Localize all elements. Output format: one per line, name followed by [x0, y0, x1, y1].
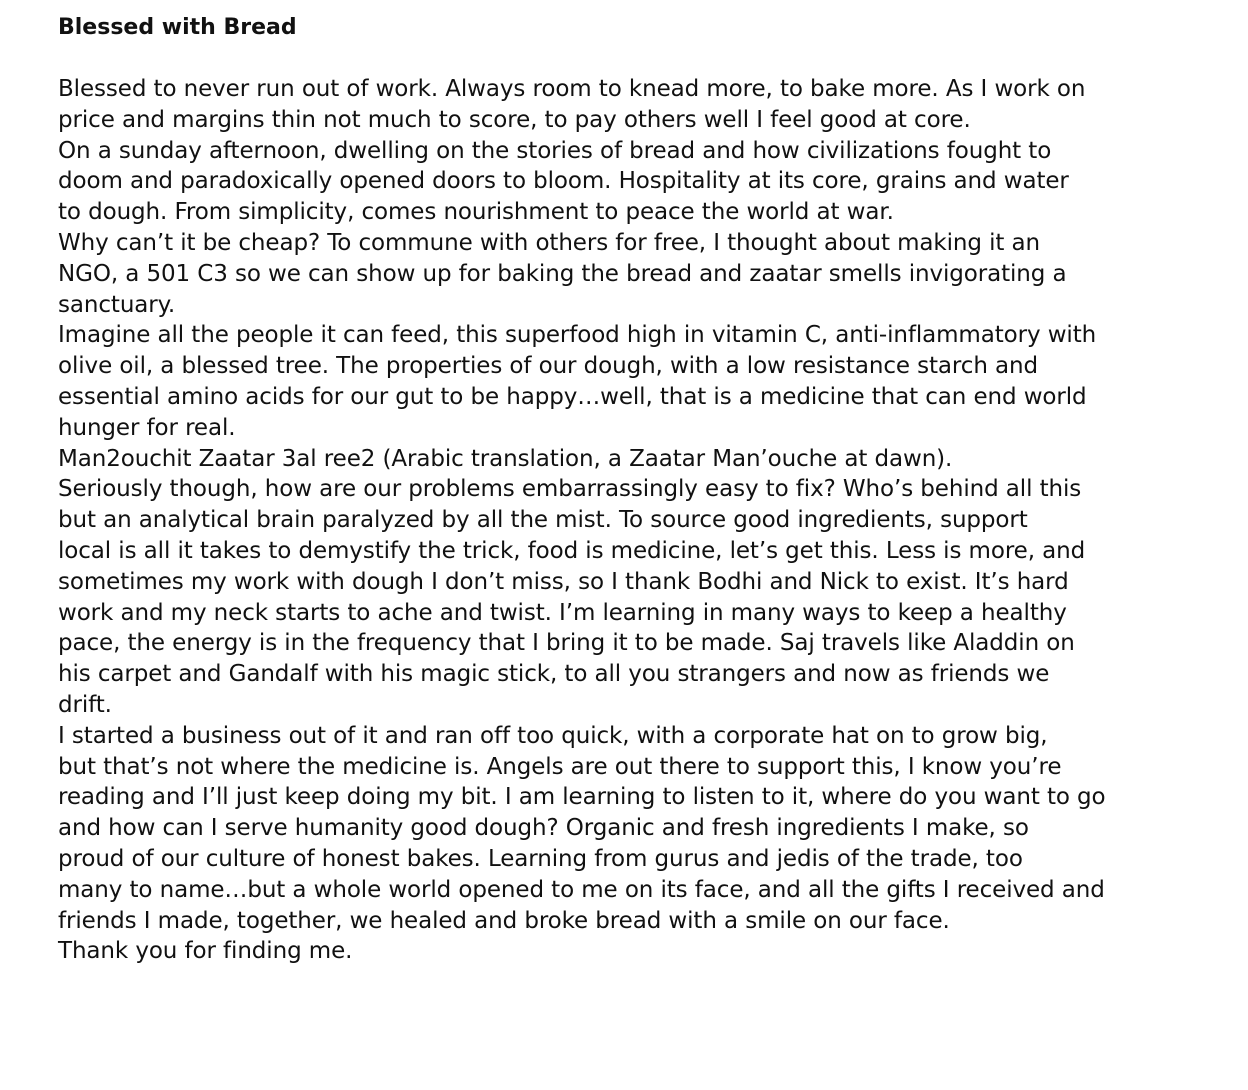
paragraph [58, 936, 1198, 967]
text-line: On a sunday afternoon, dwelling on the stories of bread and how civilizations fought to [58, 137, 1052, 164]
text-line: olive oil, a blessed tree. The properties of our dough, with a low resistance starch and [58, 353, 1038, 380]
text-line: his carpet and Gandalf with his magic stick, to all you strangers and now as friends we [58, 661, 1050, 688]
paragraph [58, 74, 1198, 136]
document-body [58, 74, 1198, 967]
text-line: and how can I serve humanity good dough? Organic and fresh ingredients I make, so [58, 815, 1029, 842]
text-line: pace, the energy is in the frequency that I bring it to be made. Saj travels like Aladdin on [58, 630, 1075, 657]
text-line: but an analytical brain paralyzed by all the mist. To source good ingredients, support [58, 507, 1028, 534]
text-line: Blessed to never run out of work. Always room to knead more, to bake more. As I work on [58, 76, 1086, 102]
text-line: reading and I’ll just keep doing my bit. I am learning to listen to it, where do you want to go [58, 784, 1106, 811]
document-page [58, 12, 1198, 967]
text-line: local is all it takes to demystify the trick, food is medicine, let’s get this. Less is more, and [58, 537, 1086, 564]
paragraph [58, 320, 1198, 443]
text-line: sanctuary. [58, 291, 176, 318]
paragraph [58, 228, 1198, 320]
paragraph [58, 721, 1198, 937]
document-title: Blessed with Bread [58, 15, 297, 40]
text-line: essential amino acids for our gut to be happy…well, that is a medicine that can end world [58, 383, 1087, 410]
text-line: work and my neck starts to ache and twist. I’m learning in many ways to keep a healthy [58, 599, 1067, 626]
paragraph [58, 474, 1198, 720]
paragraph [58, 136, 1198, 228]
text-line: NGO, a 501 C3 so we can show up for baking the bread and zaatar smells invigorating a [58, 260, 1067, 287]
text-line: Thank you for finding me. [58, 938, 353, 965]
text-line: Why can’t it be cheap? To commune with others for free, I thought about making it an [58, 229, 1041, 256]
text-line: Imagine all the people it can feed, this superfood high in vitamin C, anti-inflammatory with [58, 322, 1097, 349]
text-line: sometimes my work with dough I don’t miss, so I thank Bodhi and Nick to exist. It’s hard [58, 568, 1069, 595]
text-line: friends I made, together, we healed and broke bread with a smile on our face. [58, 907, 950, 934]
text-line: proud of our culture of honest bakes. Learning from gurus and jedis of the trade, too [58, 845, 1023, 872]
text-line: many to name…but a whole world opened to me on its face, and all the gifts I received and [58, 876, 1105, 903]
text-line: but that’s not where the medicine is. Angels are out there to support this, I know you’re [58, 753, 1062, 780]
text-line: doom and paradoxically opened doors to bloom. Hospitality at its core, grains and water [58, 168, 1069, 195]
paragraph [58, 444, 1198, 475]
text-line: to dough. From simplicity, comes nourishment to peace the world at war. [58, 199, 894, 226]
text-line: hunger for real. [58, 414, 236, 441]
text-line: drift. [58, 691, 112, 718]
text-line: I started a business out of it and ran off too quick, with a corporate hat on to grow big, [58, 722, 1048, 749]
text-line: Man2ouchit Zaatar 3al ree2 (Arabic translation, a Zaatar Man’ouche at dawn). [58, 445, 953, 472]
text-line: Seriously though, how are our problems embarrassingly easy to fix? Who’s behind all this [58, 476, 1082, 503]
text-line: price and margins thin not much to score, to pay others well I feel good at core. [58, 106, 971, 133]
